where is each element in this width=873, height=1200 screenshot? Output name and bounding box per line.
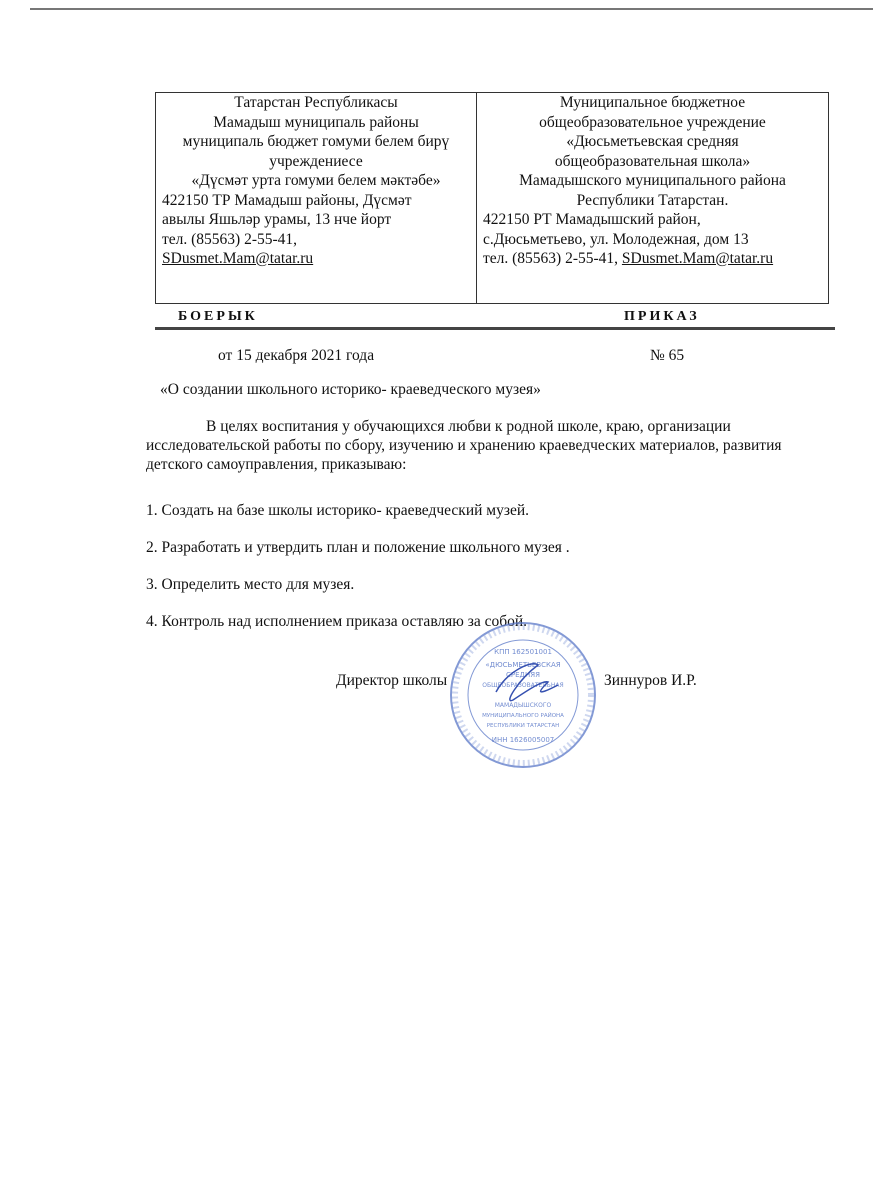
email-link[interactable]: SDusmet.Mam@tatar.ru [162, 250, 314, 267]
hl-line: Татарстан Республикасы [234, 94, 398, 111]
hl-line: 422150 ТР Мамадыш районы, Дүсмәт [162, 191, 412, 209]
stamp-line: МУНИЦИПАЛЬНОГО РАЙОНА [482, 713, 564, 719]
stamp-line: ОБЩЕОБРАЗОВАТЕЛЬНАЯ [482, 682, 564, 689]
label-boeryk: БОЕРЫК [178, 309, 258, 324]
letterhead-russian [477, 93, 828, 303]
stamp-line: СРЕДНЯЯ [506, 671, 540, 679]
hl-line: учреждениесе [269, 152, 363, 170]
order-date: от 15 декабря 2021 года [218, 347, 375, 364]
letterhead-tatar [156, 93, 477, 303]
scan-edge [30, 8, 873, 10]
letterhead-table [155, 92, 829, 304]
order-item: 2. Разработать и утвердить план и положение школьного музея . [146, 539, 570, 556]
order-item: 1. Создать на базе школы историко- краеведческий музей. [146, 502, 530, 519]
hr-line: 422150 РТ Мамадышский район, [483, 211, 701, 228]
hr-line: общеобразовательная школа» [554, 152, 751, 170]
hr-line: Мамадышского муниципального района [519, 172, 786, 189]
stamp-line: «ДЮСЬМЕТЬЕВСКАЯ [485, 661, 561, 669]
hr-line: Республики Татарстан. [576, 191, 729, 209]
official-stamp-icon [448, 620, 598, 770]
hl-line: «Дүсмәт урта гомуми белем мәктәбе» [191, 172, 441, 189]
hr-line: общеобразовательное учреждение [539, 113, 766, 131]
email-link[interactable]: SDusmet.Mam@tatar.ru [621, 250, 774, 267]
divider [155, 327, 835, 330]
signature-name: Зиннуров И.Р. [604, 672, 697, 689]
hl-line: муниципаль бюджет гомуми белем бирү [182, 133, 450, 150]
order-item: 3. Определить место для музея. [146, 576, 355, 593]
hr-line: Муниципальное бюджетное [559, 94, 746, 111]
stamp-line: ИНН 1626005007 [491, 736, 555, 744]
label-prikaz: ПРИКАЗ [624, 309, 700, 324]
preamble: В целях воспитания у обучающихся любви к родной школе, краю, организации исследовательской работы по сбору, изучению и хранению краеведческих материалов, развития детского самоуправления, приказываю: [146, 418, 782, 473]
stamp-line: МАМАДЫШСКОГО [494, 702, 552, 709]
hr-line: тел. (85563) 2-55-41, [483, 250, 622, 267]
hl-line: Мамадыш муниципаль районы [213, 113, 419, 131]
hr-line: «Дюсьметьевская средняя [566, 133, 739, 150]
hr-line: с.Дюсьметьево, ул. Молодежная, дом 13 [483, 230, 749, 248]
stamp-line: КПП 162501001 [494, 648, 552, 656]
order-item: 4. Контроль над исполнением приказа оставляю за собой. [146, 613, 528, 630]
stamp-line: РЕСПУБЛИКИ ТАТАРСТАН [486, 723, 560, 729]
hl-line: тел. (85563) 2-55-41, [162, 230, 298, 248]
order-title: «О создании школьного историко- краеведческого музея» [160, 381, 541, 398]
hl-line: авылы Яшьләр урамы, 13 нче йорт [162, 211, 392, 228]
signature-role: Директор школы [336, 672, 448, 689]
order-number: № 65 [650, 347, 685, 364]
